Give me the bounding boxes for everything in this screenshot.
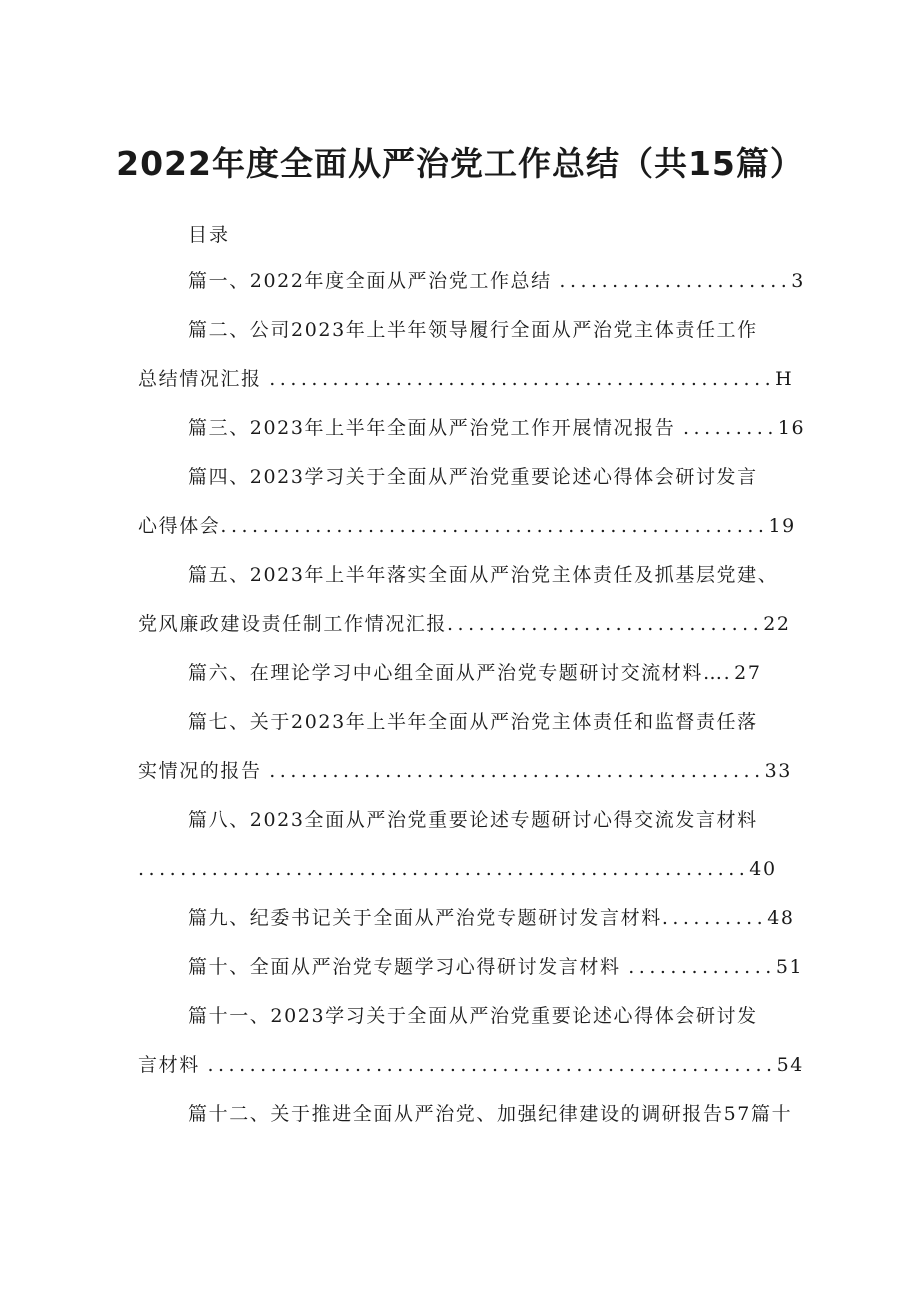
toc-entry: 篇八、2023全面从严治党重要论述专题研讨心得交流发言材料 [188,809,758,831]
toc-entry: 篇十二、关于推进全面从严治党、加强纪律建设的调研报告57篇十 [188,1103,793,1125]
toc-entry: 篇五、2023年上半年落实全面从严治党主体责任及抓基层党建、 [188,564,779,586]
toc-entry-continuation: 心得体会....................................................19 [138,515,796,537]
toc-entry: 篇六、在理论学习中心组全面从严治党专题研讨交流材料….27 [188,662,762,684]
toc-entry-continuation: 总结情况汇报 ................................................H [138,368,794,390]
toc-entry: 篇一、2022年度全面从严治党工作总结 ......................3 [188,270,805,292]
toc-entry: 篇十、全面从严治党专题学习心得研讨发言材料 ..............51 [188,956,804,978]
toc-entry: 篇七、关于2023年上半年全面从严治党主体责任和监督责任落 [188,711,758,733]
toc-heading: 目录 [188,224,231,246]
toc-entry-continuation: 实情况的报告 ...............................................33 [138,760,792,782]
document-title: 2022年度全面从严治党工作总结（共15篇） [116,144,804,183]
toc-entry: 篇四、2023学习关于全面从严治党重要论述心得体会研讨发言 [188,466,758,488]
toc-entry-continuation: ..........................................................40 [138,858,777,880]
toc-entry-continuation: 党风廉政建设责任制工作情况汇报..............................22 [138,613,791,635]
toc-entry: 篇九、纪委书记关于全面从严治党专题研讨发言材料..........48 [188,907,795,929]
toc-entry: 篇二、公司2023年上半年领导履行全面从严治党主体责任工作 [188,319,758,341]
toc-entry-continuation: 言材料 ......................................................54 [138,1054,804,1076]
toc-entry: 篇十一、2023学习关于全面从严治党重要论述心得体会研讨发 [188,1005,758,1027]
toc-entry: 篇三、2023年上半年全面从严治党工作开展情况报告 .........16 [188,417,806,439]
